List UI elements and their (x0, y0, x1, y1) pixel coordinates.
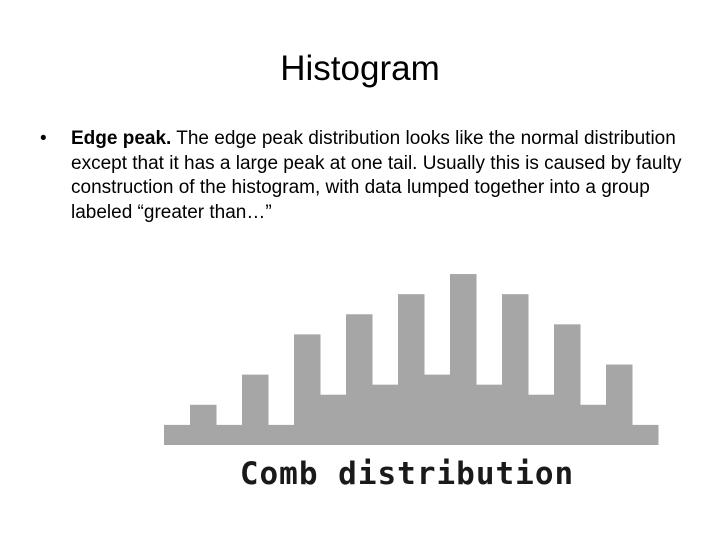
histogram-bar-11 (424, 375, 451, 445)
histogram-bar-2 (190, 405, 217, 445)
histogram-bar-19 (632, 425, 659, 445)
histogram-bar-7 (320, 395, 347, 445)
histogram-bar-5 (268, 425, 295, 445)
histogram-bar-10 (398, 294, 425, 445)
bullet-bold-term: Edge peak. (71, 128, 172, 149)
histogram-bar-6 (294, 334, 321, 445)
histogram-chart (137, 256, 677, 456)
histogram-bar-18 (606, 365, 633, 445)
histogram-bar-4 (242, 375, 269, 445)
comb-distribution-figure (137, 256, 677, 504)
histogram-bar-13 (476, 385, 503, 445)
histogram-bar-15 (528, 395, 555, 445)
bullet-text (71, 127, 683, 225)
bullet-symbol: • (40, 128, 47, 149)
histogram-bar-16 (554, 324, 581, 445)
chart-caption: Comb distribution (239, 456, 575, 492)
histogram-bar-9 (372, 385, 399, 445)
histogram-bar-17 (580, 405, 607, 445)
slide-title: Histogram (280, 49, 440, 88)
histogram-bar-3 (216, 425, 243, 445)
histogram-bar-12 (450, 274, 477, 445)
bullet-body: The edge peak distribution looks like the normal distribution except that it has a large peak at one tail. Usually this is caused by faulty construction of the histogram, with data lumped together into a group labeled “greater than…” (71, 128, 682, 223)
histogram-bar-1 (164, 425, 191, 445)
histogram-bar-8 (346, 314, 373, 445)
histogram-bar-14 (502, 294, 529, 445)
